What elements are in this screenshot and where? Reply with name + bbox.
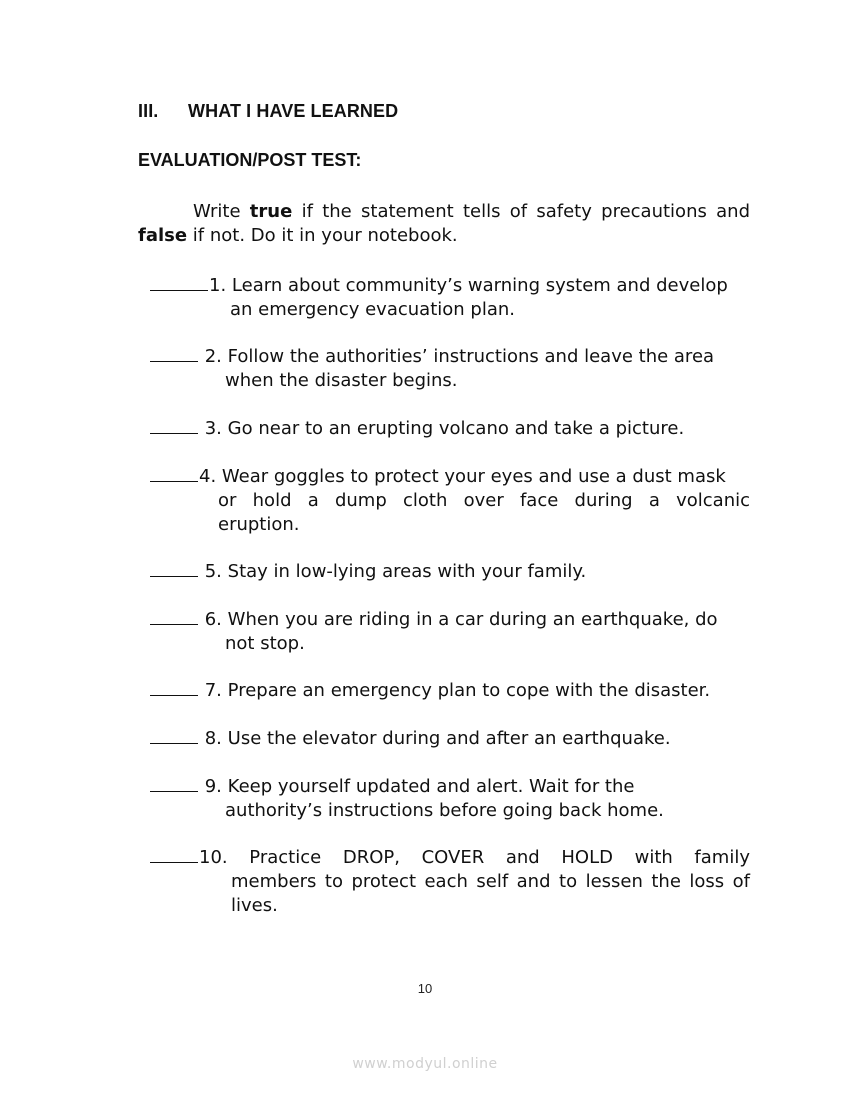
instructions-false-word: false [138, 225, 188, 246]
answer-blank-7[interactable] [150, 678, 198, 696]
answer-blank-9[interactable] [150, 774, 198, 792]
answer-blank-1[interactable] [150, 273, 208, 291]
instructions-text-1: Write [193, 201, 250, 222]
question-text-line2: an emergency evacuation plan. [230, 299, 515, 320]
question-item-2 [150, 344, 750, 393]
question-number: 8. [204, 728, 222, 749]
question-text-line2: when the disaster begins. [225, 370, 458, 391]
question-number: 1. [209, 275, 227, 296]
instructions-paragraph [138, 200, 750, 248]
question-text-line1: When you are riding in a car during an earthquake, do [227, 609, 718, 630]
evaluation-heading: EVALUATION/POST TEST: [138, 150, 362, 170]
question-item-6 [150, 607, 750, 656]
instructions-text-2: if the statement tells of safety precautions and [292, 201, 750, 222]
section-numeral: III. [138, 101, 159, 121]
question-text-line1: Stay in low-lying areas with your family. [227, 561, 587, 582]
question-number: 3. [204, 418, 222, 439]
question-number: 4. [199, 466, 217, 487]
section-title: WHAT I HAVE LEARNED [188, 101, 399, 121]
answer-blank-8[interactable] [150, 726, 198, 744]
question-number: 5. [204, 561, 222, 582]
instructions-text-3: if not. Do it in your notebook. [187, 225, 458, 246]
answer-blank-4[interactable] [150, 464, 198, 482]
answer-blank-2[interactable] [150, 344, 198, 362]
question-text-line3: eruption. [218, 514, 300, 535]
section-heading [138, 101, 398, 122]
question-text-line2: or hold a dump cloth over face during a volcanic [218, 490, 750, 511]
question-item-1 [150, 273, 750, 322]
question-text-line1: Practice DROP, COVER and HOLD with family [249, 847, 750, 868]
watermark-text: www.modyul.online [352, 1056, 498, 1072]
question-item-7 [150, 678, 750, 703]
answer-blank-10[interactable] [150, 845, 198, 863]
question-number: 10. [199, 847, 228, 868]
question-text-line1: Use the elevator during and after an earthquake. [227, 728, 671, 749]
question-item-5 [150, 559, 750, 584]
question-text-line2: not stop. [225, 633, 305, 654]
question-number: 7. [204, 680, 222, 701]
question-text-line2: members to protect each self and to lessen the loss of [231, 871, 750, 892]
question-item-9 [150, 774, 750, 823]
question-text-line1: Wear goggles to protect your eyes and use a dust mask [221, 466, 726, 487]
question-number: 2. [204, 346, 222, 367]
question-item-10 [150, 845, 750, 918]
question-number: 6. [204, 609, 222, 630]
question-text-line1: Learn about community’s warning system and develop [231, 275, 728, 296]
question-number: 9. [204, 776, 222, 797]
question-text-line1: Keep yourself updated and alert. Wait for the [227, 776, 635, 797]
question-text-line1: Go near to an erupting volcano and take a picture. [227, 418, 685, 439]
answer-blank-3[interactable] [150, 416, 198, 434]
instructions-true-word: true [249, 201, 293, 222]
question-text-line3: lives. [231, 895, 278, 916]
answer-blank-5[interactable] [150, 559, 198, 577]
question-item-4 [150, 464, 750, 537]
answer-blank-6[interactable] [150, 607, 198, 625]
page-number: 10 [417, 981, 433, 996]
question-text-line1: Prepare an emergency plan to cope with the disaster. [227, 680, 711, 701]
question-text-line1: Follow the authorities’ instructions and leave the area [227, 346, 715, 367]
question-text-line2: authority’s instructions before going back home. [225, 800, 664, 821]
question-item-3 [150, 416, 750, 441]
question-item-8 [150, 726, 750, 751]
